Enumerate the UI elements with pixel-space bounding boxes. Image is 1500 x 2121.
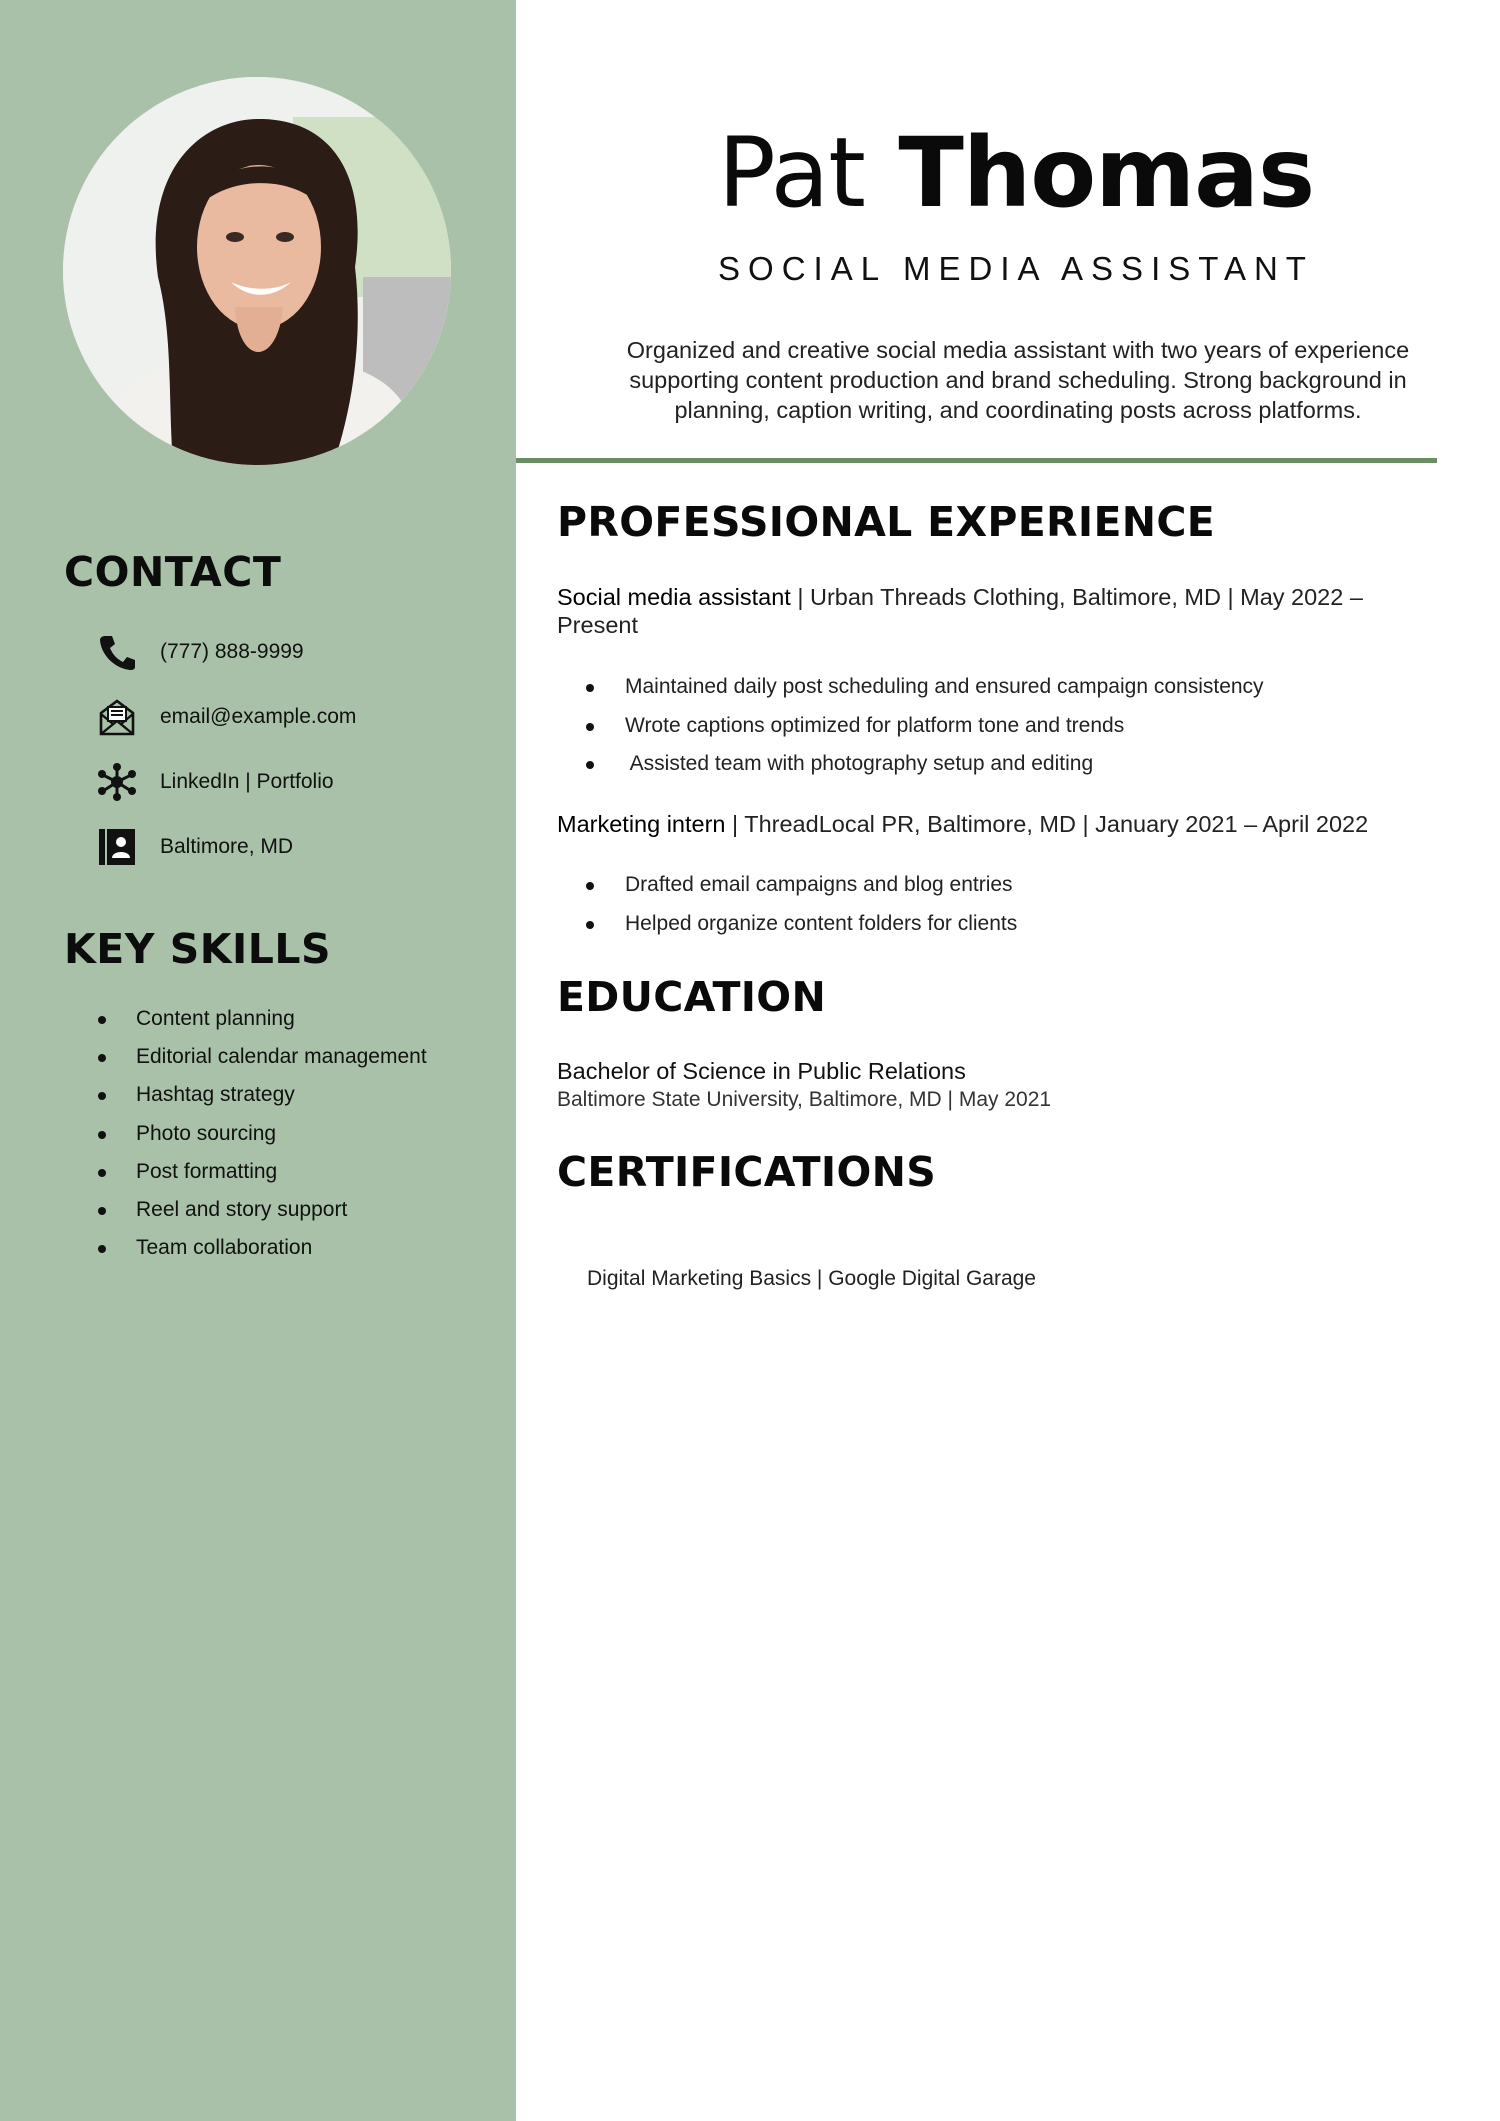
last-name: Thomas: [898, 117, 1315, 229]
school: Baltimore State University, Baltimore, MD | May 2021: [557, 1088, 1052, 1111]
education-heading: EDUCATION: [557, 973, 827, 1021]
network-icon: [96, 761, 138, 803]
address-book-icon: [96, 826, 138, 868]
skill-item: Editorial calendar management: [96, 1038, 427, 1076]
job-details: | Urban Threads Clothing, Baltimore, MD | May 2022 – Present: [557, 584, 1363, 638]
certification-item: Digital Marketing Basics | Google Digital Garage: [587, 1267, 1036, 1290]
job-bullet: Helped organize content folders for clients: [583, 905, 1017, 944]
profile-photo: [63, 77, 451, 465]
contact-phone-text: (777) 888-9999: [160, 640, 304, 663]
contact-phone: [96, 627, 304, 677]
candidate-name: [516, 118, 1500, 228]
contact-location: [96, 822, 293, 872]
contact-location-text: Baltimore, MD: [160, 835, 294, 858]
job-role: Social media assistant: [557, 584, 791, 610]
degree: Bachelor of Science in Public Relations: [557, 1058, 966, 1084]
skill-item: Hashtag strategy: [96, 1076, 427, 1114]
skill-item: Reel and story support: [96, 1191, 427, 1229]
job-bullets: [583, 668, 1264, 784]
job-details: | ThreadLocal PR, Baltimore, MD | January 2021 – April 2022: [725, 811, 1369, 837]
job-bullets: [583, 866, 1017, 943]
experience-heading: PROFESSIONAL EXPERIENCE: [557, 498, 1216, 546]
contact-links-text[interactable]: LinkedIn | Portfolio: [160, 770, 334, 793]
job-bullet: Wrote captions optimized for platform tone and trends: [583, 707, 1264, 746]
skills-heading: KEY SKILLS: [64, 925, 332, 973]
section-divider: [516, 458, 1437, 463]
job-bullet: Assisted team with photography setup and editing: [583, 745, 1264, 784]
skill-item: Content planning: [96, 1000, 427, 1038]
contact-links: [96, 757, 334, 807]
job-header: [557, 583, 1387, 639]
contact-heading: CONTACT: [64, 548, 282, 596]
skill-item: Photo sourcing: [96, 1115, 427, 1153]
job-role: Marketing intern: [557, 811, 726, 837]
skill-item: Team collaboration: [96, 1229, 427, 1267]
contact-email: [96, 692, 356, 742]
summary-text: Organized and creative social media assistant with two years of experience supporting content production and brand scheduling. Strong background in planning, caption writing, and coordinating posts across platforms.: [626, 337, 1410, 423]
skill-item: Post formatting: [96, 1153, 427, 1191]
contact-email-text[interactable]: email@example.com: [160, 705, 357, 728]
job-bullet: Maintained daily post scheduling and ensured campaign consistency: [583, 668, 1264, 707]
certifications-heading: CERTIFICATIONS: [557, 1148, 937, 1196]
job-header: [557, 810, 1387, 838]
phone-icon: [96, 631, 138, 673]
sidebar: [0, 0, 516, 2121]
first-name: Pat: [717, 117, 865, 229]
job-title: SOCIAL MEDIA ASSISTANT: [718, 250, 1314, 287]
job-bullet: Drafted email campaigns and blog entries: [583, 866, 1017, 905]
skills-list: [96, 1000, 427, 1267]
envelope-icon: [96, 696, 138, 738]
